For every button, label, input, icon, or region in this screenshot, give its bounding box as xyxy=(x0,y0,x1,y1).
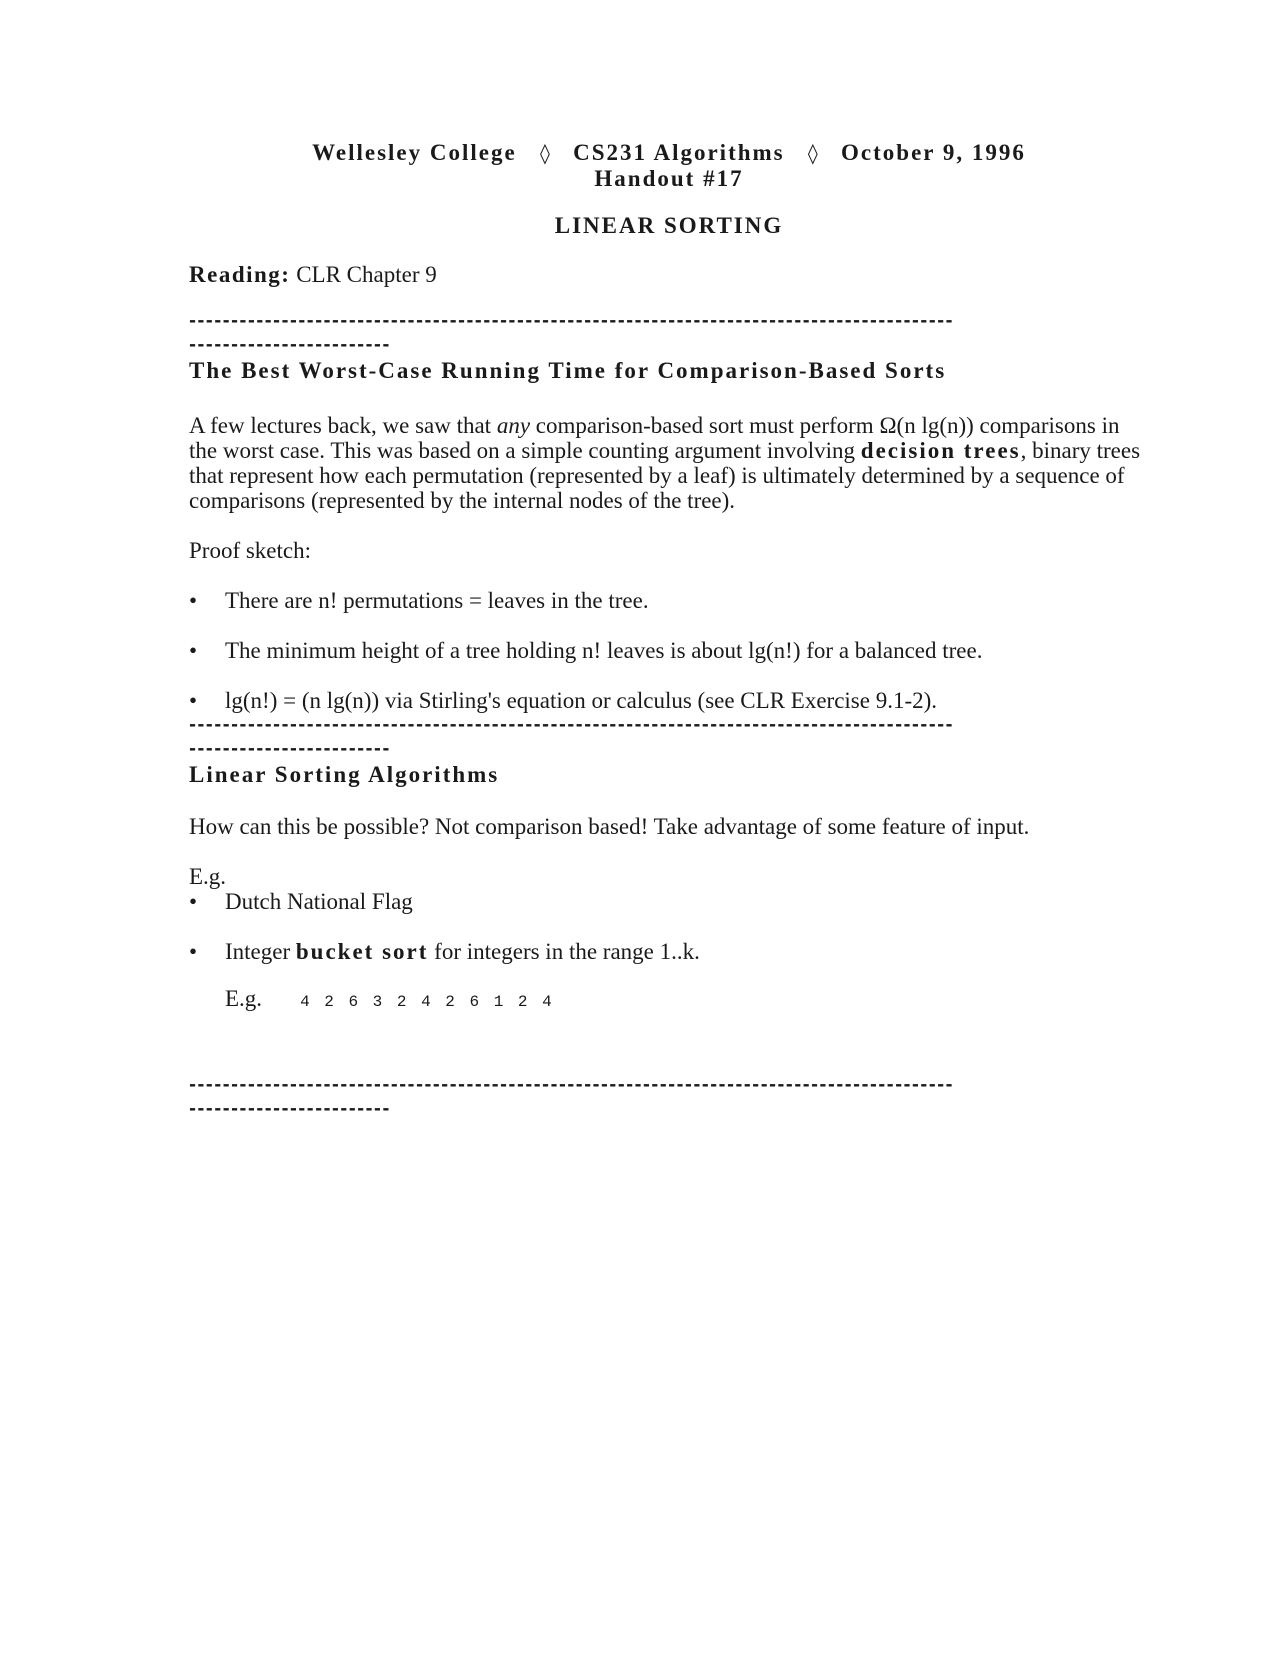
bullet-dot: • xyxy=(189,939,198,964)
section-heading-linear-sorting: Linear Sorting Algorithms xyxy=(189,762,500,787)
diamond-separator: ◊ xyxy=(807,141,818,165)
bucket-sort-term: bucket sort xyxy=(295,939,429,964)
list-item-text: Integer xyxy=(225,939,296,964)
divider-short: ------------------------ xyxy=(189,1099,391,1119)
list-item xyxy=(189,638,1149,663)
list-item xyxy=(189,688,1149,713)
list-item-text: The minimum height of a tree holding n! leaves is about lg(n!) for a balanced tree. xyxy=(225,638,983,663)
page-title: LINEAR SORTING xyxy=(554,213,784,238)
course-name: CS231 Algorithms xyxy=(573,140,785,165)
divider-long: ------------------------------------------------------------------------------------------- xyxy=(189,1075,954,1095)
example-label: E.g. xyxy=(225,986,263,1011)
intro-text-c: , binary trees that represent how each permutation (represented by a leaf) is ultimately determined by a sequence of comparisons (represented by the internal nodes of the tree). xyxy=(189,438,1141,513)
divider xyxy=(189,309,1149,357)
list-item-text: Dutch National Flag xyxy=(225,889,413,914)
reading-line xyxy=(189,261,1149,289)
header-line xyxy=(189,140,1149,166)
proof-label: Proof sketch: xyxy=(189,538,312,563)
divider-long: ------------------------------------------------------------------------------------------- xyxy=(189,715,954,735)
list-item-text: for integers in the range 1..k. xyxy=(428,939,700,964)
intro-term: decision trees xyxy=(860,438,1021,463)
handout-page xyxy=(189,140,1149,1121)
handout-date: October 9, 1996 xyxy=(841,140,1026,165)
reading-text: CLR Chapter 9 xyxy=(296,262,437,287)
example-label: E.g. xyxy=(189,864,227,889)
diamond-separator: ◊ xyxy=(539,141,550,165)
bullet-dot: • xyxy=(189,688,198,713)
linear-sorting-paragraph: How can this be possible? Not comparison based! Take advantage of some feature of input. xyxy=(189,814,1030,839)
bucket-sort-example xyxy=(189,986,1149,1015)
college-name: Wellesley College xyxy=(312,140,517,165)
list-item-text: There are n! permutations = leaves in the tree. xyxy=(225,588,649,613)
reading-label: Reading: xyxy=(189,262,291,287)
section-heading-best-worst-case: The Best Worst-Case Running Time for Comparison-Based Sorts xyxy=(189,358,947,383)
intro-text-a: A few lectures back, we saw that xyxy=(189,413,497,438)
divider-short: ------------------------ xyxy=(189,335,391,355)
intro-paragraph xyxy=(189,413,1149,513)
divider-short: ------------------------ xyxy=(189,739,391,759)
bullet-dot: • xyxy=(189,638,198,663)
list-item xyxy=(189,889,1149,914)
example-sequence: 4 2 6 3 2 4 2 6 1 2 4 xyxy=(300,993,553,1011)
handout-number: Handout #17 xyxy=(594,166,744,191)
bullet-dot: • xyxy=(189,889,198,914)
intro-emphasis: any xyxy=(496,413,531,438)
bullet-dot: • xyxy=(189,588,198,613)
divider-long: ------------------------------------------------------------------------------------------- xyxy=(189,311,954,331)
list-item xyxy=(189,588,1149,613)
algorithm-bullet-list xyxy=(189,889,1149,964)
divider xyxy=(189,713,1149,761)
list-item xyxy=(189,939,1149,964)
list-item-text: lg(n!) = (n lg(n)) via Stirling's equation or calculus (see CLR Exercise 9.1-2). xyxy=(225,688,938,713)
proof-bullet-list xyxy=(189,588,1149,713)
divider xyxy=(189,1073,1149,1121)
intro-text-b: comparison-based sort must perform Ω(n lg(n)) comparisons in the worst case. This was based on a simple counting argument involving xyxy=(189,413,1120,463)
